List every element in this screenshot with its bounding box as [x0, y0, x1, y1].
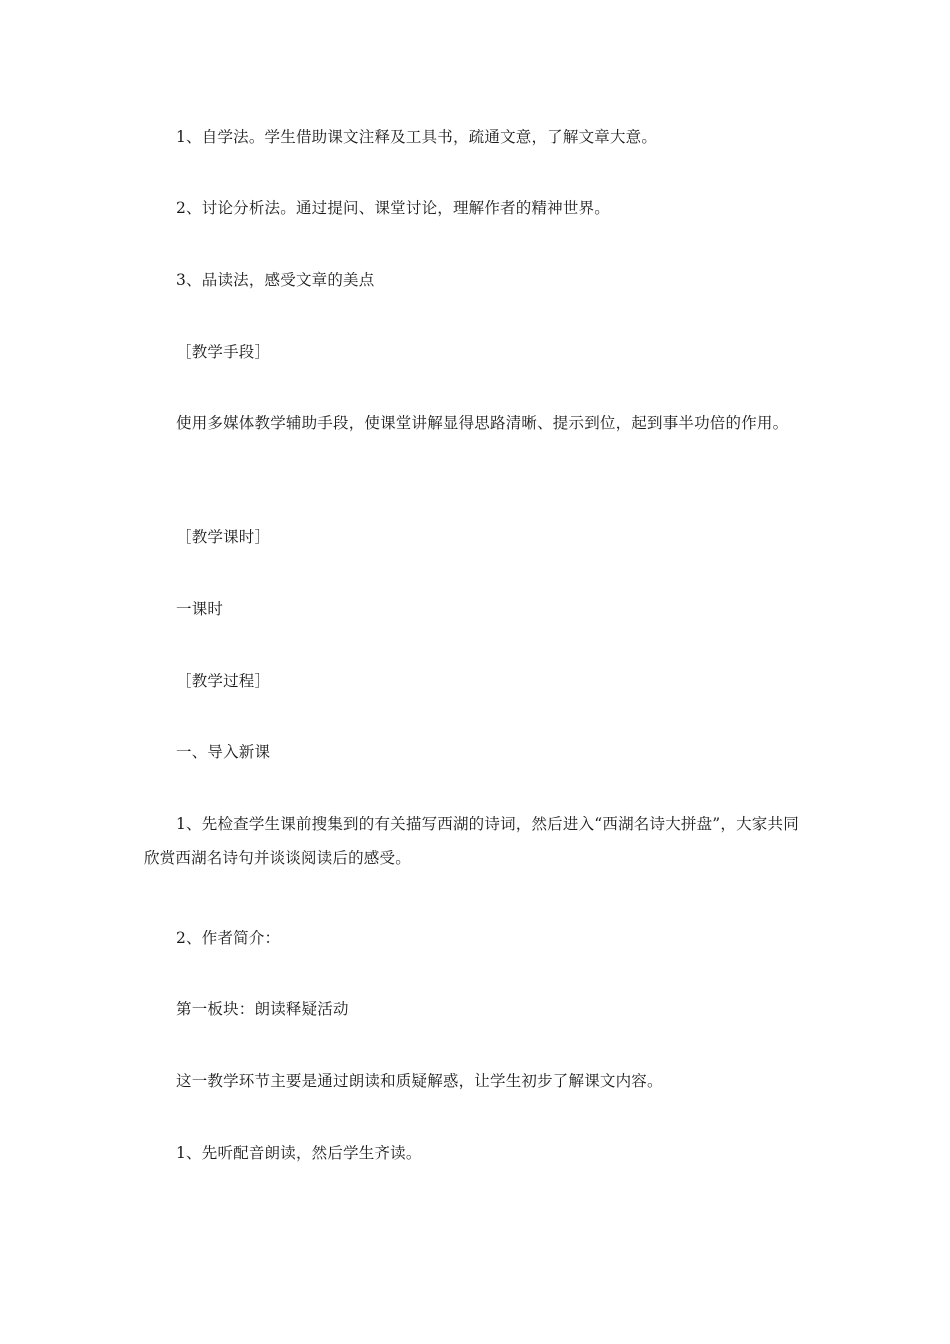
paragraph-multimedia: 使用多媒体教学辅助手段，使课堂讲解显得思路清晰、提示到位，起到事半功倍的作用。 [176, 414, 789, 432]
paragraph-one-lesson: 一课时 [176, 600, 224, 618]
paragraph-listen-read: 1、先听配音朗读，然后学生齐读。 [176, 1144, 422, 1162]
paragraph-discussion-method: 2、讨论分析法。通过提问、课堂讨论，理解作者的精神世界。 [176, 199, 610, 217]
paragraph-reading-method: 3、品读法，感受文章的美点 [176, 271, 375, 289]
paragraph-author-intro: 2、作者简介： [176, 929, 281, 947]
heading-introduction: 一、导入新课 [176, 743, 271, 761]
heading-teaching-hours: ［教学课时］ [176, 528, 271, 546]
heading-teaching-means: ［教学手段］ [176, 343, 271, 361]
heading-first-section: 第一板块：朗读释疑活动 [176, 1000, 349, 1018]
heading-teaching-process: ［教学过程］ [176, 672, 271, 690]
paragraph-west-lake-poems: 1、先检查学生课前搜集到的有关描写西湖的诗词，然后进入“西湖名诗大拼盘”，大家共同欣赏西湖名诗句并谈谈阅读后的感受。 [144, 815, 799, 867]
paragraph-self-study-method: 1、自学法。学生借助课文注释及工具书，疏通文意，了解文章大意。 [176, 128, 658, 146]
paragraph-section-purpose: 这一教学环节主要是通过朗读和质疑解惑，让学生初步了解课文内容。 [176, 1072, 663, 1090]
